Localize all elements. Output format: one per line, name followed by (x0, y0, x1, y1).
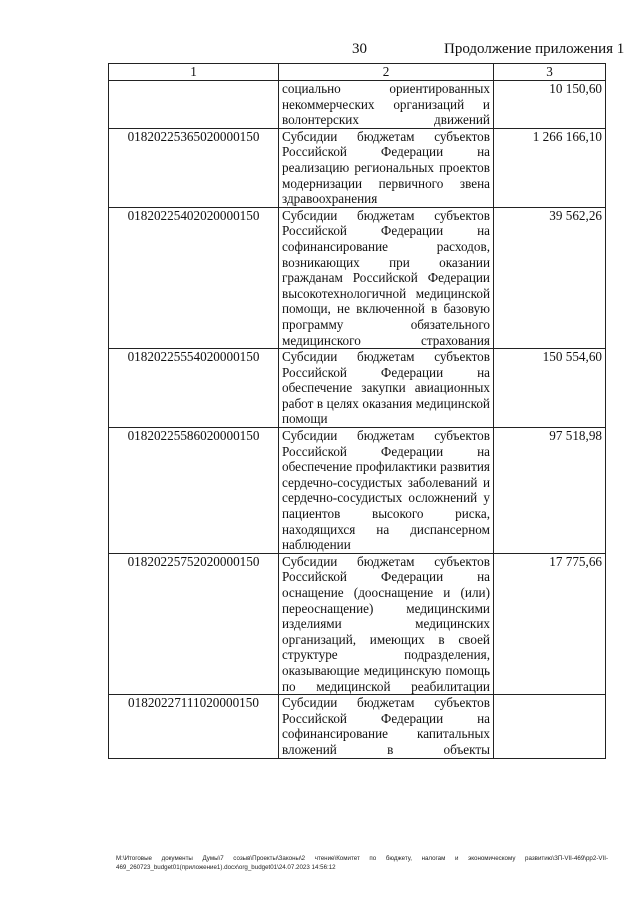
table-row (109, 695, 606, 758)
budget-amount: 150 554,60 (494, 349, 606, 428)
continuation-title: Продолжение приложения 1 (444, 41, 625, 57)
budget-amount (494, 695, 606, 758)
column-header: 1 (109, 64, 279, 81)
table-row (109, 128, 606, 207)
table-row (109, 428, 606, 554)
table-header-row (109, 64, 606, 81)
budget-code: 01820225365020000150 (109, 128, 279, 207)
table-row (109, 81, 606, 129)
budget-description: Субсидии бюджетам субъектов Российской Федерации на обеспечение профилактики развития сердечно-сосудистых заболеваний и сердечно-сосудистых осложнений у пациентов высокого риска, находящихся на диспансерном наблюдении (279, 428, 494, 554)
table-row (109, 207, 606, 348)
page-number: 30 (352, 41, 367, 57)
budget-description: Субсидии бюджетам субъектов Российской Федерации на оснащение (дооснащение и (или) переоснащение) медицинскими изделиями медицинских организаций, имеющих в своей структуре подразделения, оказывающие медицинскую помощь по медицинской реабилитации (279, 553, 494, 694)
budget-amount: 17 775,66 (494, 553, 606, 694)
budget-description: Субсидии бюджетам субъектов Российской Федерации на обеспечение закупки авиационных работ в целях оказания медицинской помощи (279, 349, 494, 428)
budget-amount: 1 266 166,10 (494, 128, 606, 207)
budget-description: Субсидии бюджетам субъектов Российской Федерации на софинансирование расходов, возникающих при оказании гражданам Российской Федерации высокотехнологичной медицинской помощи, не включенной в базовую программу обязательного медицинского страхования (279, 207, 494, 348)
budget-code: 01820225586020000150 (109, 428, 279, 554)
budget-code: 01820225554020000150 (109, 349, 279, 428)
budget-description: социально ориентированных некоммерческих организаций и волонтерских движений (279, 81, 494, 129)
column-header: 3 (494, 64, 606, 81)
table-row (109, 553, 606, 694)
budget-amount: 39 562,26 (494, 207, 606, 348)
budget-code: 01820225752020000150 (109, 553, 279, 694)
budget-description: Субсидии бюджетам субъектов Российской Федерации на софинансирование капитальных вложений в объекты (279, 695, 494, 758)
budget-amount: 97 518,98 (494, 428, 606, 554)
file-path-footer: M:\Итоговые документы Думы\7 созыв\Проекты\Законы\2 чтение\Комитет по бюджету, налогам и экономическому развитию\ЗП-VII-469\pp2-VII-469_260723_budget01(приложение1).docx\org_budget01\24.07.2023 14:56:12 (116, 855, 608, 871)
table-row (109, 349, 606, 428)
budget-code: 01820227111020000150 (109, 695, 279, 758)
column-header: 2 (279, 64, 494, 81)
budget-code (109, 81, 279, 129)
budget-code: 01820225402020000150 (109, 207, 279, 348)
budget-amount: 10 150,60 (494, 81, 606, 129)
budget-table (108, 63, 606, 759)
budget-description: Субсидии бюджетам субъектов Российской Федерации на реализацию региональных проектов модернизации первичного звена здравоохранения (279, 128, 494, 207)
